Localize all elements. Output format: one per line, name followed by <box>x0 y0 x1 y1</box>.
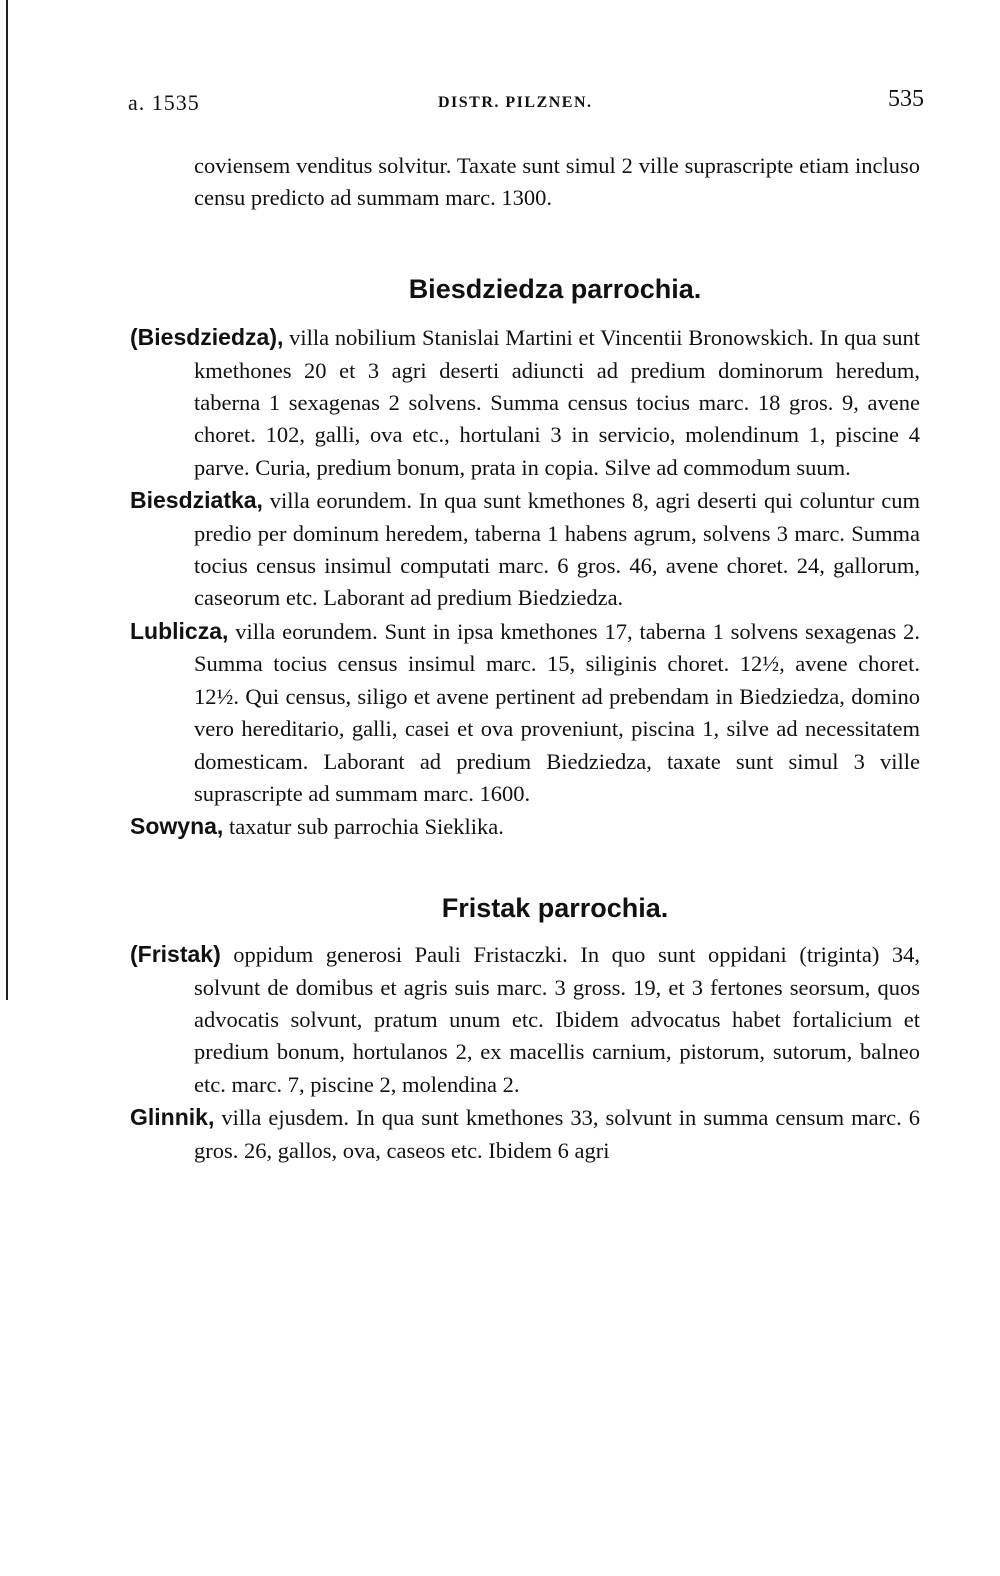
running-head <box>128 86 928 118</box>
entry-text: taxatur sub parrochia Sieklika. <box>223 814 504 840</box>
entry-biesdziatka <box>130 484 920 615</box>
entry-name: Lublicza, <box>130 617 229 644</box>
entry-lublicza <box>130 615 920 810</box>
entry-glinnik <box>130 1101 920 1167</box>
entry-text: villa ejusdem. In qua sunt kmethones 33, solvunt in summa censum marc. 6 gros. 26, gallos, ova, caseos etc. Ibidem 6 agri <box>194 1105 920 1163</box>
page-number: 535 <box>888 86 924 112</box>
body-text <box>130 150 920 1167</box>
section-heading-fristak: Fristak parrochia. <box>441 892 669 923</box>
entry-name: (Fristak) <box>130 941 221 968</box>
entry-sowyna <box>130 810 920 843</box>
entry-text: oppidum generosi Pauli Fristaczki. In quo sunt oppidani (triginta) 34, solvunt de domibus et agris suis marc. 3 gross. 19, et 3 fertones seorsum, quos advocatis solvunt, pratum unum etc. Ibidem advocatus habet fortalicium et predium bonum, hortulanos 2, ex macellis carnium, pistorum, sutorum, balneo etc. marc. 7, piscine 2, molendina 2. <box>194 942 920 1097</box>
entry-name: Glinnik, <box>130 1104 215 1131</box>
entry-name: (Biesdziedza), <box>130 324 284 351</box>
entry-name: Biesdziatka, <box>130 487 263 514</box>
entry-biesdziedza <box>130 321 920 484</box>
running-head-title: DISTR. PILZNEN. <box>438 94 593 111</box>
entry-text: villa eorundem. In qua sunt kmethones 8, agri deserti qui coluntur cum predio per dominum heredem, taberna 1 habens agrum, solvens 3 marc. Summa tocius census insimul computati marc. 6 gros. 46, avene choret. 24, gallorum, caseorum etc. Laborant ad predium Biedziedza. <box>194 488 920 611</box>
section-heading-biesdziedza: Biesdziedza parrochia. <box>408 273 702 304</box>
running-head-year: a. 1535 <box>128 90 200 115</box>
entry-name: Sowyna, <box>130 813 224 840</box>
entry-text: villa eorundem. Sunt in ipsa kmethones 17, taberna 1 solvens sexagenas 2. Summa tocius census insimul marc. 15, siliginis choret. 12½, avene choret. 12½. Qui census, siligo et avene pertinent ad prebendam in Biedziedza, domino vero hereditario, galli, casei et ova proveniunt, piscina 1, silve ad necessitatem domesticam. Laborant ad predium Biedziedza, taxate sunt simul 3 ville suprascripte ad summam marc. 1600. <box>194 618 920 806</box>
binding-edge-line <box>6 0 8 1000</box>
intro-paragraph: coviensem venditus solvitur. Taxate sunt simul 2 ville suprascripte etiam incluso censu predicto ad summam marc. 1300. <box>194 153 920 211</box>
entry-fristak <box>130 938 920 1101</box>
entry-text: villa nobilium Stanislai Martini et Vincentii Bronowskich. In qua sunt kmethones 20 et 3 agri deserti adiuncti ad predium dominorum heredum, taberna 1 sexagenas 2 solvens. Summa census tocius marc. 18 gros. 9, avene choret. 102, galli, ova etc., hortulani 3 in servicio, molendinum 1, piscine 4 parve. Curia, predium bonum, prata in copia. Silve ad commodum suum. <box>194 325 920 480</box>
